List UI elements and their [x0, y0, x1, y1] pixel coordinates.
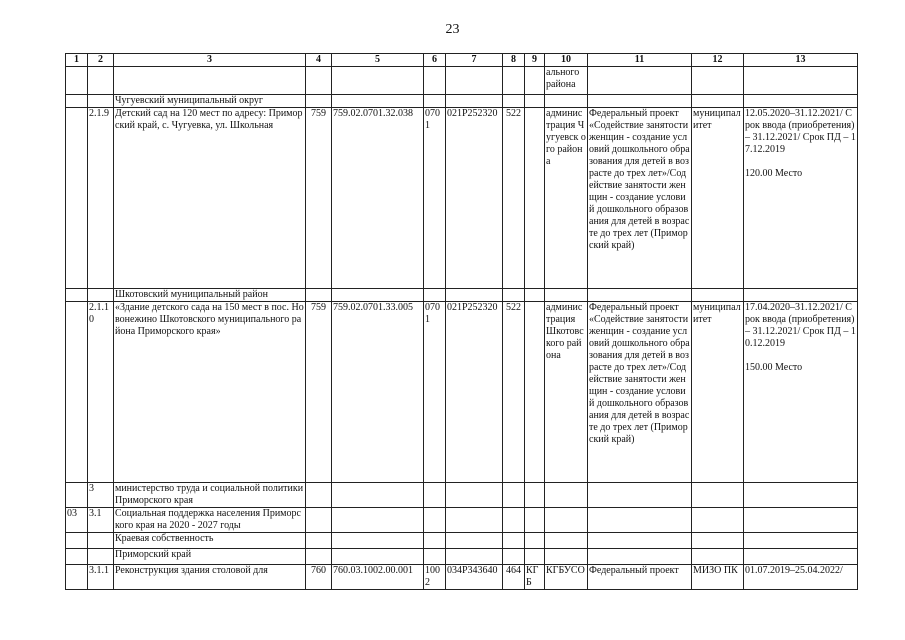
page-number: 23 — [445, 22, 460, 37]
header-cell: 5 — [332, 54, 424, 67]
cell-code: 760.03.1002.00.001 — [332, 565, 424, 590]
table-row — [66, 565, 858, 590]
header-cell: 3 — [114, 54, 306, 67]
header-cell: 1 — [66, 54, 88, 67]
data-table — [65, 53, 858, 590]
cell-owner: муниципал итет — [692, 108, 744, 289]
section-row — [66, 95, 858, 108]
section-row — [66, 289, 858, 302]
cell-owner: МИЗО ПК — [692, 565, 744, 590]
cell-code: 021P252320 — [446, 108, 503, 289]
section-row — [66, 549, 858, 565]
section-title: Приморский край — [114, 549, 306, 565]
cell-object-name: «Здание детского сада на 150 мест в пос. Новонежино Шкотовского муниципального района Приморского края» — [114, 302, 306, 483]
table-row — [66, 108, 858, 289]
cell-object-name: Детский сад на 120 мест по адресу: Приморский край, с. Чугуевка, ул. Школьная — [114, 108, 306, 289]
cell-code: 1002 — [424, 565, 446, 590]
cell-number: 3 — [88, 483, 114, 508]
cell-code: 759.02.0701.32.038 — [332, 108, 424, 289]
cell-number: 3.1.1 — [88, 565, 114, 590]
cell-admin: ального района — [545, 67, 588, 95]
cell-code: 464 — [503, 565, 525, 590]
cell-dates — [744, 302, 858, 483]
cell-project: Федеральный проект «Содействие занятости женщин - создание условий дошкольного образования для детей в возрасте до трех лет»/Содействие занятости женщин - создание условий дошкольного образования для детей в возрасте до трех лет (Приморский край) — [588, 108, 692, 289]
cell-code: 0701 — [424, 302, 446, 483]
header-cell: 13 — [744, 54, 858, 67]
cell-code: КГБ — [525, 565, 545, 590]
cell-project: Федеральный проект «Содействие занятости женщин - создание условий дошкольного образования для детей в возрасте до трех лет»/Содействие занятости женщин - создание условий дошкольного образования для детей в возрасте до трех лет (Приморский край) — [588, 302, 692, 483]
cell-dates-period: 01.07.2019–25.04.2022/ — [744, 565, 858, 590]
header-cell: 6 — [424, 54, 446, 67]
cell-capacity: 150.00 Место — [745, 362, 803, 373]
table-row — [66, 483, 858, 508]
section-title: Чугуевский муниципальный округ — [114, 95, 306, 108]
cell-number: 3.1 — [88, 508, 114, 533]
cell-object-name: министерство труда и социальной политики Приморского края — [114, 483, 306, 508]
cell-code: 021P252320 — [446, 302, 503, 483]
cell-code: 759 — [306, 302, 332, 483]
table-row — [66, 302, 858, 483]
cell-code: 522 — [503, 302, 525, 483]
table-row — [66, 67, 858, 95]
cell-code: 760 — [306, 565, 332, 590]
cell-dates — [744, 108, 858, 289]
cell-admin: админис трация Чугуевск ого района — [545, 108, 588, 289]
cell-code: 759 — [306, 108, 332, 289]
cell-project: Федеральный проект — [588, 565, 692, 590]
cell-code: 0701 — [424, 108, 446, 289]
cell-number: 2.1.1 0 — [88, 302, 114, 483]
cell-dates-period: 17.04.2020–31.12.2021/ Срок ввода (приобретения) – 31.12.2021/ Срок ПД – 10.12.2019 — [745, 302, 856, 349]
header-cell: 8 — [503, 54, 525, 67]
cell-owner: муниципал итет — [692, 302, 744, 483]
header-cell: 2 — [88, 54, 114, 67]
header-row — [66, 54, 858, 67]
section-title: Краевая собственность — [114, 533, 306, 549]
header-cell: 4 — [306, 54, 332, 67]
cell-code: 522 — [503, 108, 525, 289]
header-cell: 7 — [446, 54, 503, 67]
cell-object-name: Реконструкция здания столовой для — [114, 565, 306, 590]
cell-capacity: 120.00 Место — [745, 168, 803, 179]
cell-admin: КГБУСО — [545, 565, 588, 590]
cell-code: 759.02.0701.33.005 — [332, 302, 424, 483]
cell-object-name: Социальная поддержка населения Приморского края на 2020 - 2027 годы — [114, 508, 306, 533]
cell-number: 2.1.9 — [88, 108, 114, 289]
section-title: Шкотовский муниципальный район — [114, 289, 306, 302]
cell-code: 034P343640 — [446, 565, 503, 590]
table-row — [66, 508, 858, 533]
cell-admin: админис трация Шкотовс кого района — [545, 302, 588, 483]
header-cell: 10 — [545, 54, 588, 67]
header-cell: 12 — [692, 54, 744, 67]
cell-number: 03 — [66, 508, 88, 533]
cell-dates-period: 12.05.2020–31.12.2021/ Срок ввода (приобретения) – 31.12.2021/ Срок ПД – 17.12.2019 — [745, 108, 856, 155]
section-row — [66, 533, 858, 549]
header-cell: 11 — [588, 54, 692, 67]
header-cell: 9 — [525, 54, 545, 67]
